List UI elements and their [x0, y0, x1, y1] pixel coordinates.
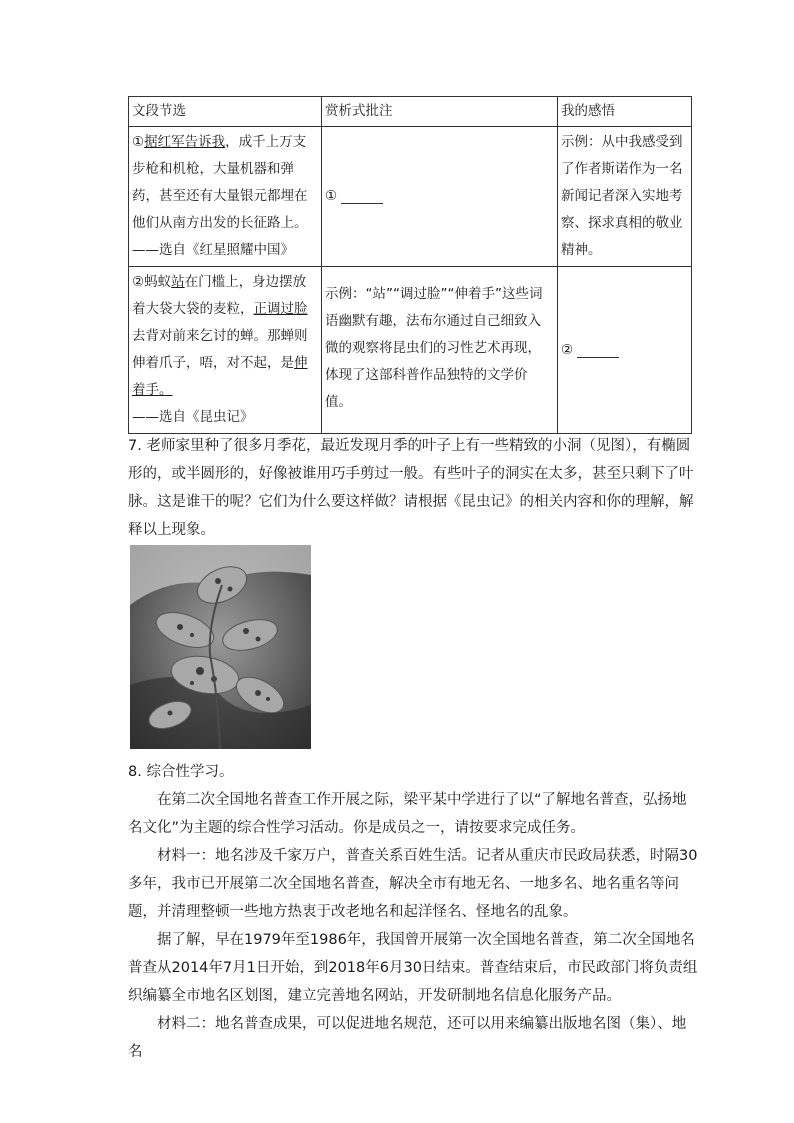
header-feeling: 我的感悟 — [558, 97, 692, 127]
q8-paragraph-1: 在第二次全国地名普查工作开展之际，梁平某中学进行了以“了解地名普查，弘扬地名文化”为主题的综合性学习活动。你是成员之一，请按要求完成任务。 — [128, 792, 687, 836]
q8-paragraph-3: 据了解，早在1979年至1986年，我国曾开展第一次全国地名普查，第二次全国地名普查从2014年7月1日开始，到2018年6月30日结束。普查结束后，市民政部门将负责组织编纂全市地名区划图，建立完善地名网站，开发研制地名信息化服务产品。 — [128, 932, 698, 1004]
feeling-cell-2: ② — [558, 267, 692, 434]
feeling-cell-1: 示例：从中我感受到了作者斯诺作为一名新闻记者深入实地考察、探求真相的敬业精神。 — [558, 127, 692, 267]
excerpt-cell-2: ②蚂蚁站在门槛上，身边摆放着大袋大袋的麦粒，正调过脸去背对前来乞讨的蝉。那蝉则伸着爪子，唔，对不起，是伸着手。 ——选自《昆虫记》 — [129, 267, 322, 434]
question-7: 7. 老师家里种了很多月季花，最近发现月季的叶子上有一些精致的小洞（见图），有椭圆形的，或半圆形的，好像被谁用巧手剪过一般。有些叶子的洞实在太多，甚至只剩下了叶脉。这是谁干的呢？它们为什么要这样做？请根据《昆虫记》的相关内容和你的理解，解释以上现象。 — [128, 438, 694, 538]
answer-blank-2[interactable] — [577, 343, 619, 358]
excerpt-cell-1: ①据红军告诉我，成千上万支步枪和机枪，大量机器和弹药，甚至还有大量银元都埋在他们从南方出发的长征路上。——选自《红星照耀中国》 — [129, 127, 322, 267]
table-row — [129, 267, 692, 434]
header-annotation: 赏析式批注 — [322, 97, 558, 127]
table-header-row — [129, 97, 692, 127]
annotation-cell-2: 示例：“站”“调过脸”“伸着手”这些词语幽默有趣，法布尔通过自己细致入微的观察将昆虫们的习性艺术再现，体现了这部科普作品独特的文学价值。 — [322, 267, 558, 434]
question-8-title: 8. 综合性学习。 — [128, 764, 234, 780]
q8-paragraph-4: 材料二：地名普查成果，可以促进地名规范，还可以用来编纂出版地名图（集）、地名 — [128, 1016, 687, 1060]
table-row — [129, 127, 692, 267]
rose-leaves-image — [130, 545, 311, 749]
reading-table — [128, 96, 692, 434]
q8-paragraph-2: 材料一：地名涉及千家万户，普查关系百姓生活。记者从重庆市民政局获悉，时隔30多年，我市已开展第二次全国地名普查，解决全市有地无名、一地多名、地名重名等问题，并清理整顿一些地方热衷于改老地名和起洋怪名、怪地名的乱象。 — [128, 848, 698, 920]
rose-leaves-photo — [130, 545, 311, 749]
question-8-body — [128, 786, 698, 1066]
annotation-cell-1: ① — [322, 127, 558, 267]
header-excerpt: 文段节选 — [129, 97, 322, 127]
answer-blank-1[interactable] — [341, 189, 383, 204]
